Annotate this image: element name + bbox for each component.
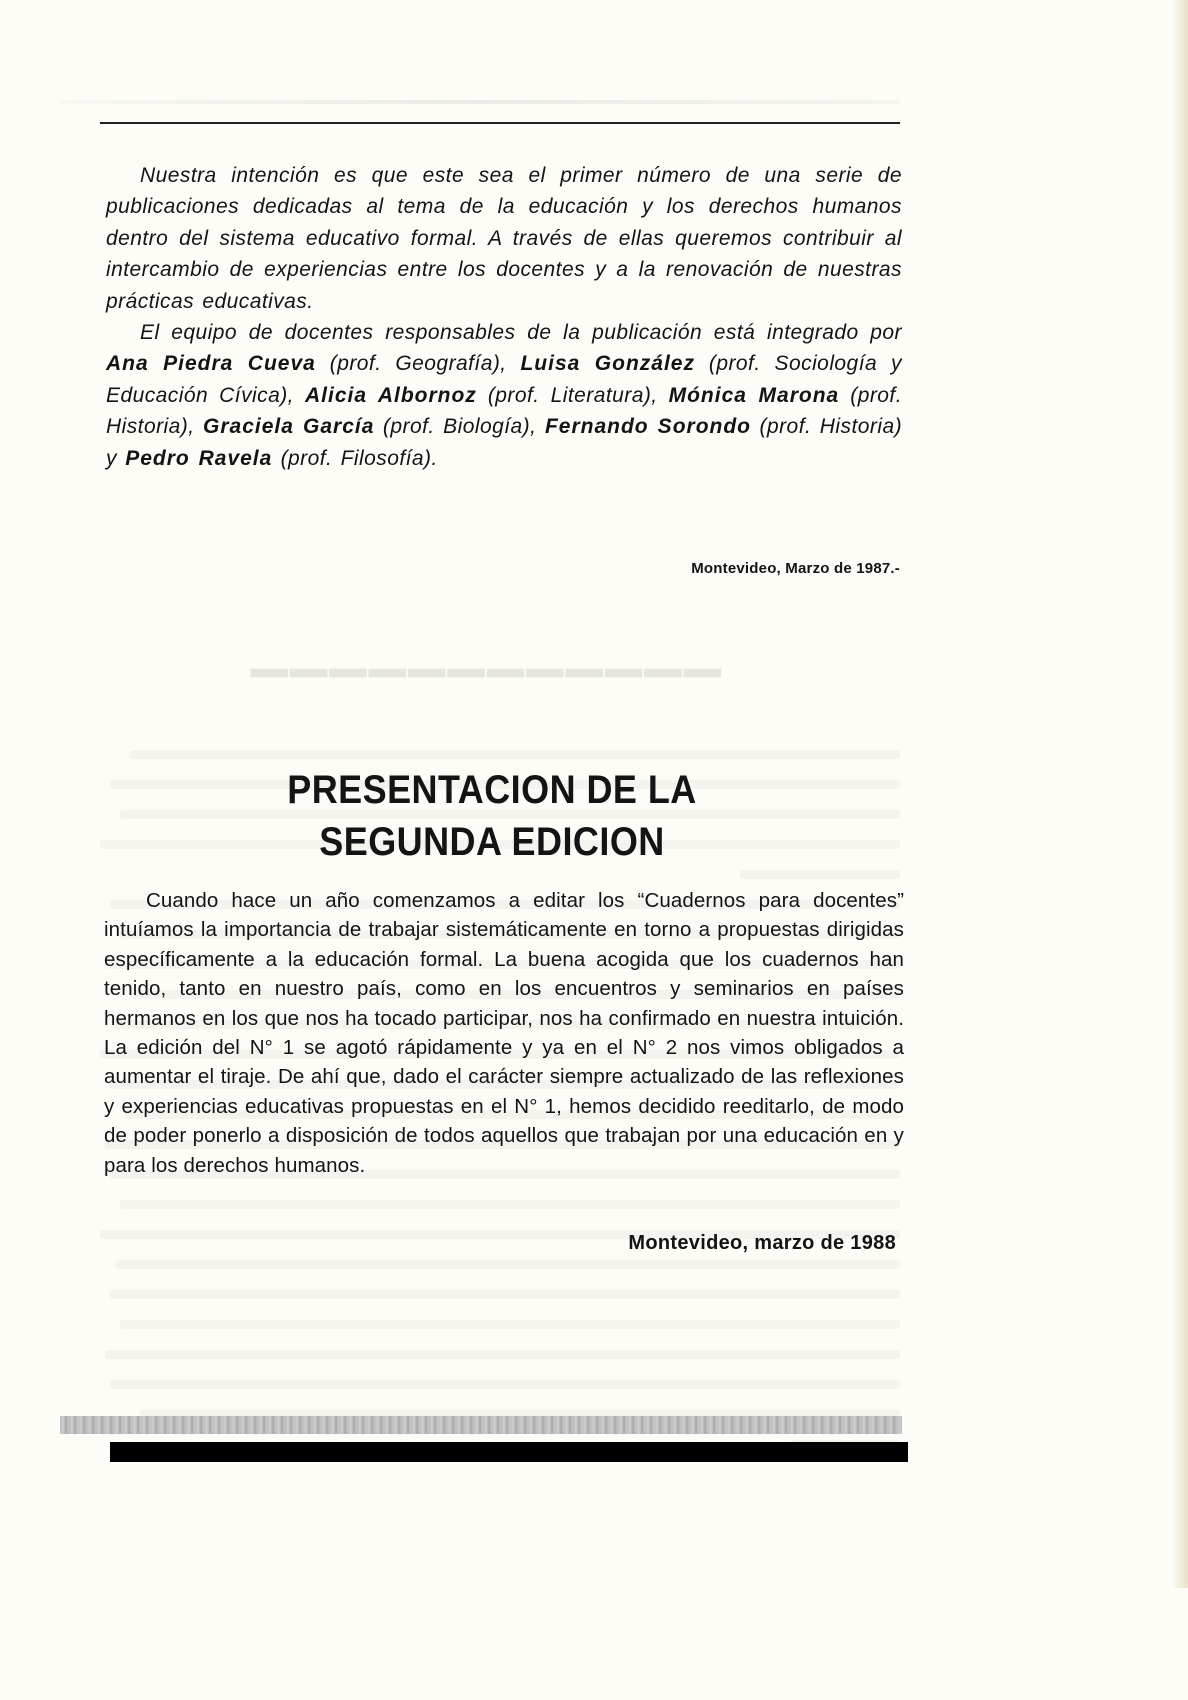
second-edition-date: Montevideo, marzo de 1988 bbox=[628, 1232, 896, 1254]
show-through-line bbox=[110, 1380, 900, 1389]
show-through-line bbox=[120, 1320, 900, 1329]
show-through-line bbox=[110, 1290, 900, 1299]
show-through-title: ▁▁▁▁▁▁▁▁▁▁▁▁ bbox=[247, 623, 720, 675]
intro-paragraph-2 bbox=[106, 317, 902, 474]
team-text: (prof. Historia) y bbox=[106, 415, 903, 470]
team-text: (prof. Biología), bbox=[374, 415, 545, 439]
black-bar bbox=[110, 1442, 908, 1462]
second-edition-body bbox=[104, 886, 904, 1180]
intro-section bbox=[106, 160, 902, 474]
team-text: (prof. Literatura), bbox=[476, 383, 669, 407]
page-edge bbox=[1174, 0, 1188, 1588]
show-through-line bbox=[105, 1350, 900, 1359]
team-text: (prof. Historia), bbox=[106, 383, 902, 439]
title-line-1: PRESENTACION DE LA bbox=[287, 768, 697, 812]
team-member-name: Mónica Marona bbox=[668, 383, 840, 407]
show-through-text bbox=[100, 740, 900, 1700]
top-rule bbox=[100, 122, 900, 124]
second-edition-paragraph: Cuando hace un año comenzamos a editar los “Cuadernos para docentes” intuíamos la importancia de trabajar sistemáticamente en torno a propuestas dirigidas específicamente a la educación formal. La buena acogida que los cuadernos han tenido, tanto en nuestro país, como en los encuentros y seminarios en países hermanos en los que nos ha tocado participar, nos ha confirmado en nuestra intuición. La edición del N° 1 se agotó rápidamente y ya en el N° 2 nos vimos obligados a aumentar el tiraje. De ahí que, dado el carácter siempre actualizado de las reflexiones y experiencias educativas propuestas en el N° 1, hemos decidido reeditarlo, de modo de poder ponerlo a disposición de todos aquellos que trabajan por una educación en y para los derechos humanos. bbox=[104, 889, 904, 1177]
faint-top-rule bbox=[60, 100, 900, 104]
team-member-name: Luisa González bbox=[520, 352, 695, 376]
team-member-name: Alicia Albornoz bbox=[304, 383, 477, 407]
team-member-name: Fernando Sorondo bbox=[544, 415, 752, 439]
title-line-2: SEGUNDA EDICION bbox=[319, 820, 665, 864]
grey-band bbox=[60, 1416, 902, 1434]
intro-paragraph-1: Nuestra intención es que este sea el primer número de una serie de publicaciones dedicadas al tema de la educación y los derechos humanos dentro del sistema educativo formal. A través de ellas queremos contribuir al intercambio de experiencias entre los docentes y a la renovación de nuestras prácticas educativas. bbox=[106, 164, 902, 313]
team-text: (prof. Filosofía). bbox=[272, 446, 438, 470]
team-member-name: Ana Piedra Cueva bbox=[106, 352, 316, 376]
team-text: (prof. Sociología y Educación Cívica), bbox=[106, 352, 902, 407]
show-through-line bbox=[120, 1200, 900, 1209]
second-edition-title bbox=[258, 764, 726, 868]
show-through-line bbox=[115, 1260, 900, 1269]
team-member-name: Graciela García bbox=[203, 415, 375, 439]
intro-date: Montevideo, Marzo de 1987.- bbox=[691, 560, 900, 577]
team-text: El equipo de docentes responsables de la publicación está integrado por bbox=[140, 321, 902, 345]
team-text: (prof. Geografía), bbox=[315, 352, 521, 376]
show-through-line bbox=[740, 870, 900, 879]
team-member-name: Pedro Ravela bbox=[125, 446, 273, 470]
show-through-line bbox=[130, 750, 900, 759]
